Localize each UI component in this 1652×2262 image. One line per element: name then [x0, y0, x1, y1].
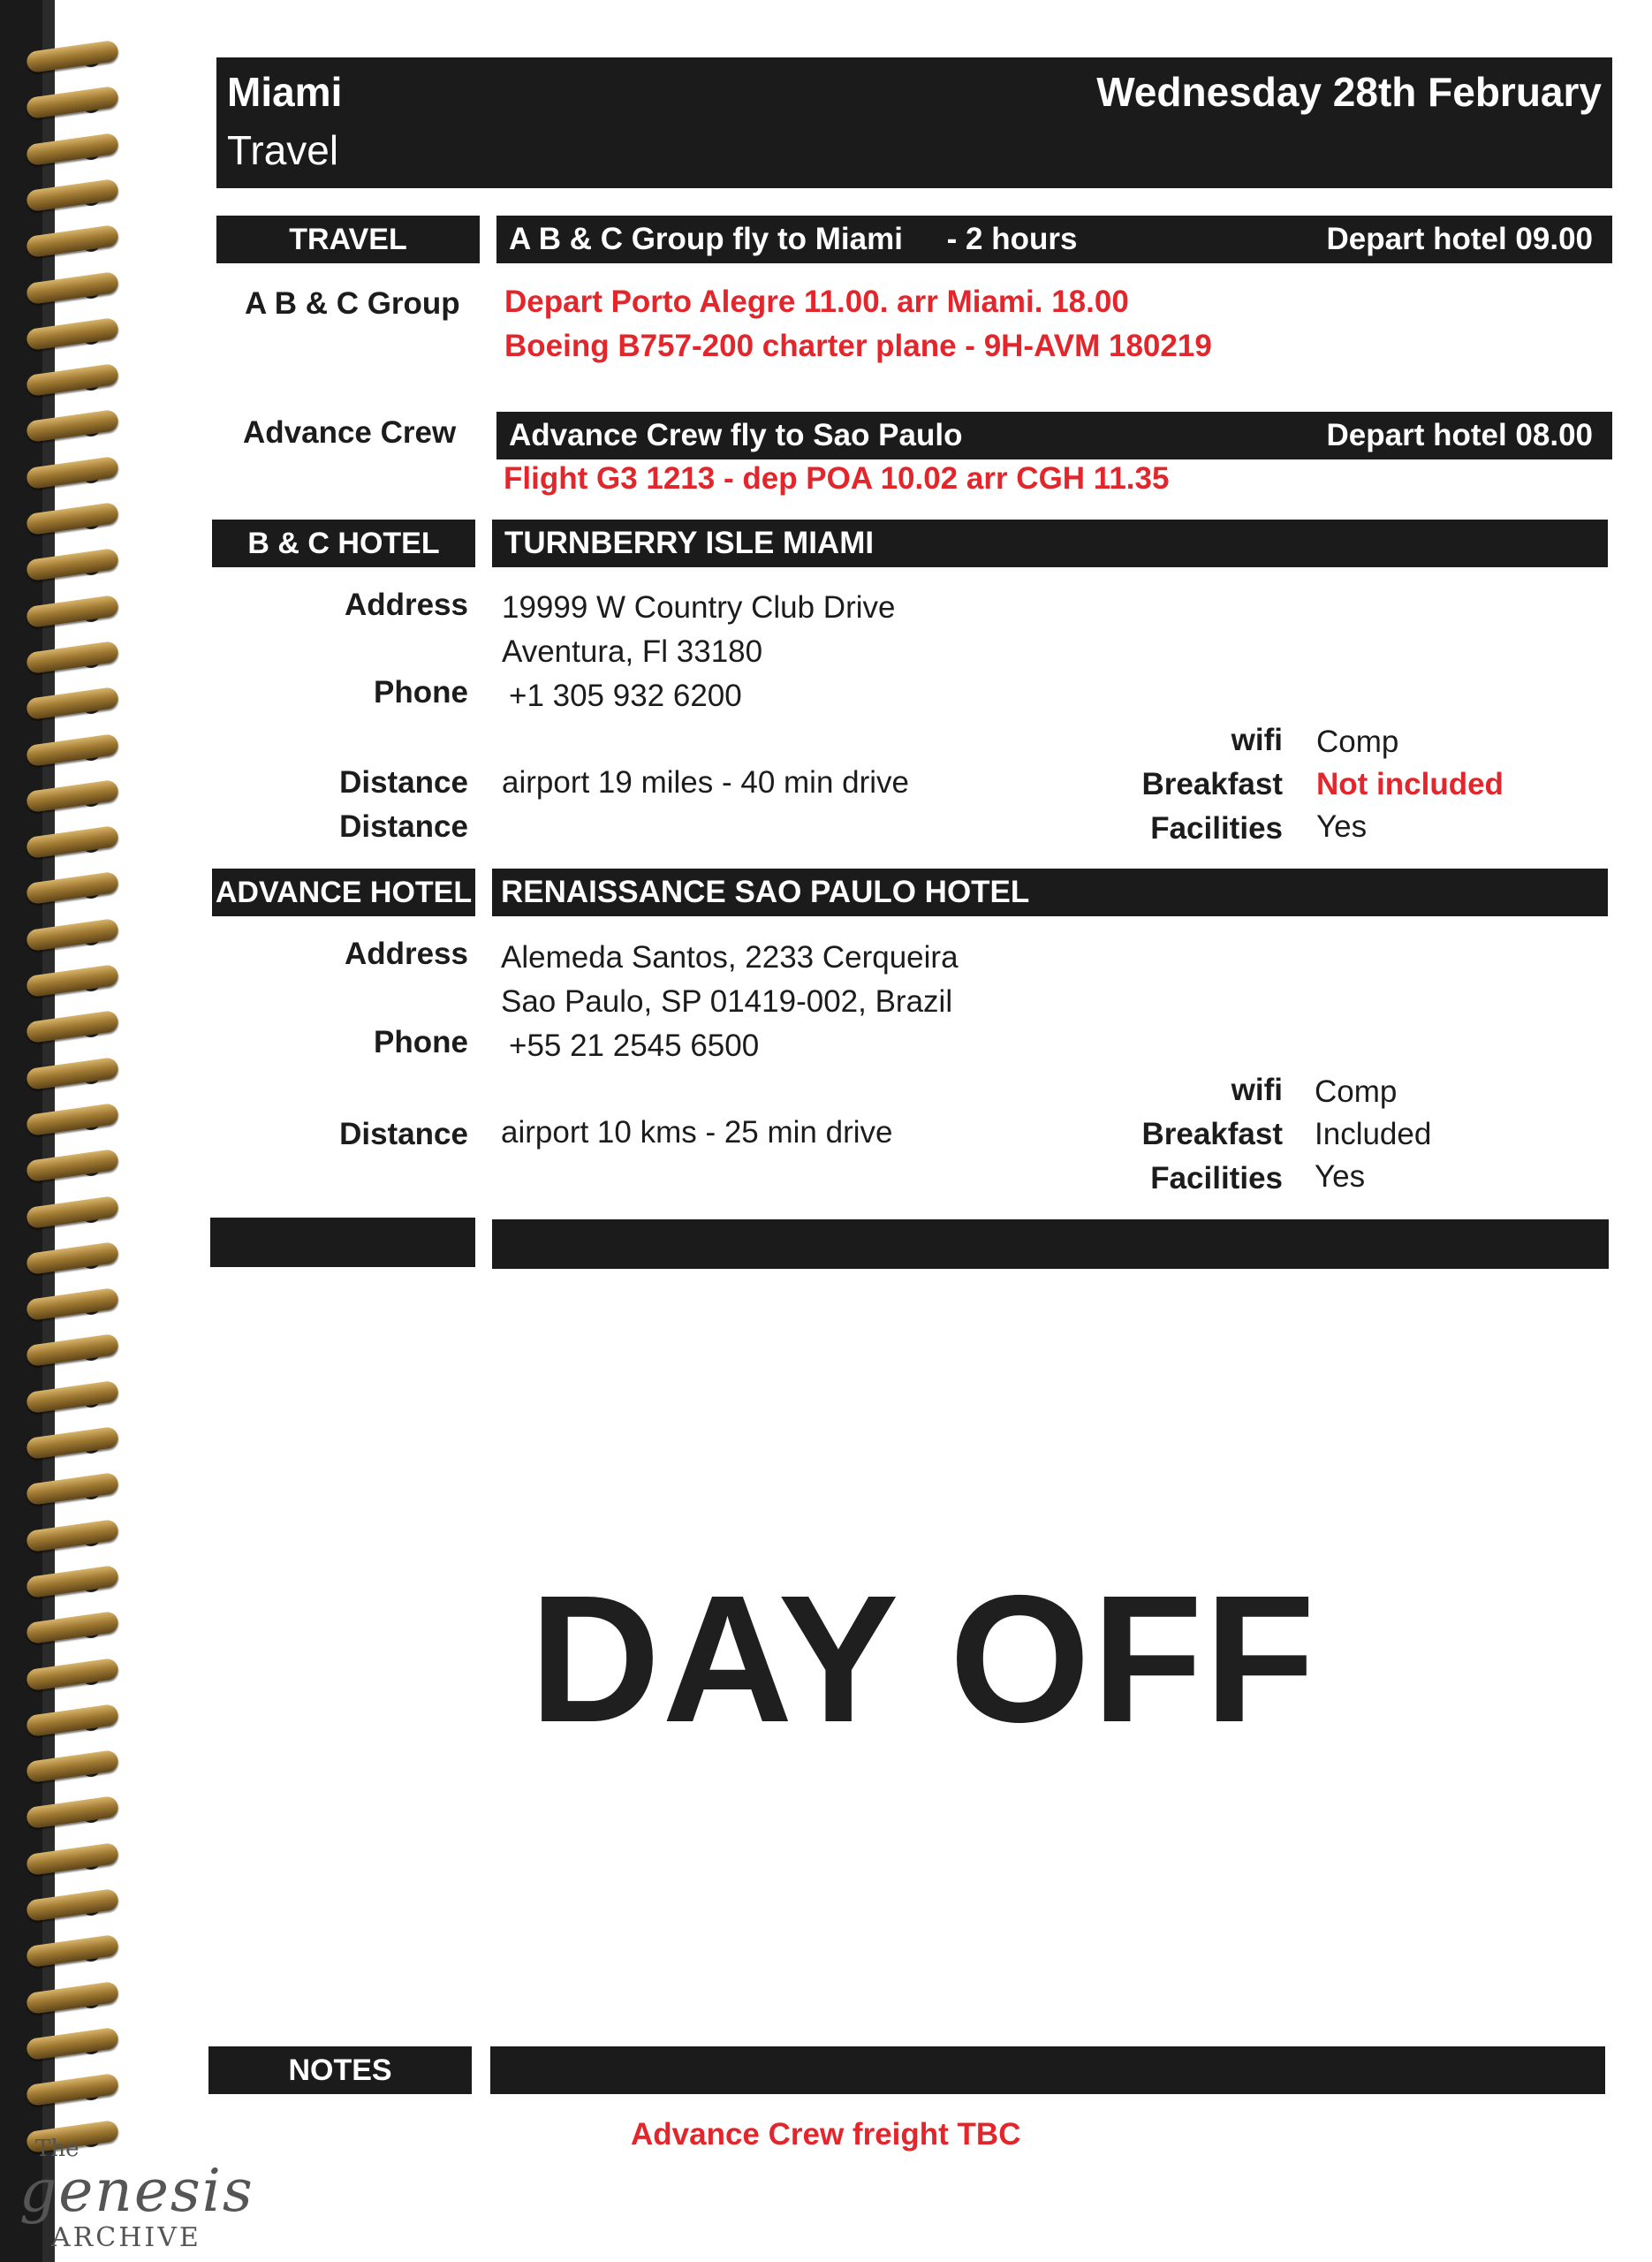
binding-ring [26, 456, 119, 490]
header-date: Wednesday 28th February [1096, 69, 1602, 115]
adv-distance-label: Distance [339, 1117, 468, 1151]
binding-ring [26, 1333, 119, 1367]
binding-ring [26, 594, 119, 627]
binding-ring [26, 1426, 119, 1460]
group-line2: Boeing B757-200 charter plane - 9H-AVM 180219 [504, 329, 1212, 363]
binding-ring [26, 1056, 119, 1089]
adv-phone: +55 21 2545 6500 [509, 1029, 760, 1063]
adv-address-line2: Sao Paulo, SP 01419-002, Brazil [501, 984, 953, 1019]
group-line1: Depart Porto Alegre 11.00. arr Miami. 18.00 [504, 285, 1129, 319]
notes-text: Advance Crew freight TBC [631, 2117, 1021, 2152]
logo-name: genesis [19, 2157, 254, 2225]
binding-ring [26, 1195, 119, 1228]
binding-ring [26, 871, 119, 905]
crew-bar [496, 412, 1612, 459]
binding-ring [26, 1888, 119, 1922]
binding-ring [26, 1241, 119, 1275]
binding-ring [26, 224, 119, 258]
binding-ring [26, 502, 119, 535]
binding-ring [26, 409, 119, 443]
travel-bar-depart: Depart hotel 09.00 [1326, 222, 1593, 256]
binding-ring [26, 1750, 119, 1783]
binding-ring [26, 1795, 119, 1829]
binding-ring [26, 641, 119, 674]
binding-ring [26, 918, 119, 952]
travel-bar-title: A B & C Group fly to Miami [509, 222, 903, 256]
crew-flight: Flight G3 1213 - dep POA 10.02 arr CGH 11.35 [504, 461, 1170, 496]
adv-facilities: Yes [1315, 1159, 1366, 1194]
binding-ring [26, 2027, 119, 2061]
binding-ring [26, 317, 119, 351]
binding-ring [26, 363, 119, 397]
adv-breakfast-label: Breakfast [1141, 1117, 1283, 1151]
binding-ring [26, 1934, 119, 1968]
binding-ring [26, 1565, 119, 1598]
adv-wifi-label: wifi [1231, 1073, 1283, 1107]
bc-hotel-bar [492, 520, 1608, 567]
bc-address-line2: Aventura, Fl 33180 [502, 634, 763, 669]
binding-ring [26, 732, 119, 766]
crew-label: Advance Crew [243, 415, 457, 450]
bc-wifi-label: wifi [1231, 723, 1283, 757]
binding-ring [26, 270, 119, 304]
adv-breakfast: Included [1315, 1117, 1432, 1151]
bc-hotel-label-text: B & C HOTEL [247, 526, 440, 560]
binding-ring [26, 132, 119, 165]
adv-facilities-label: Facilities [1150, 1161, 1283, 1196]
advance-hotel-label-text: ADVANCE HOTEL [215, 875, 473, 909]
binding-ring [26, 40, 119, 73]
binding-ring [26, 86, 119, 119]
binding-ring [26, 1472, 119, 1506]
crew-bar-title: Advance Crew fly to Sao Paulo [509, 418, 963, 452]
page-header [216, 57, 1612, 188]
notes-section-label [208, 2046, 472, 2094]
adv-distance: airport 10 kms - 25 min drive [501, 1115, 893, 1150]
binding-ring [26, 1611, 119, 1644]
binding-ring [26, 687, 119, 720]
bc-distance: airport 19 miles - 40 min drive [502, 765, 909, 800]
crew-bar-depart: Depart hotel 08.00 [1326, 418, 1593, 452]
binding-ring [26, 548, 119, 581]
empty-label-bar [210, 1218, 475, 1267]
bc-distance-label: Distance [339, 765, 468, 800]
adv-address-line1: Alemeda Santos, 2233 Cerqueira [501, 940, 959, 975]
travel-bar [496, 216, 1612, 263]
logo-archive: ARCHIVE [51, 2222, 201, 2253]
travel-label-text: TRAVEL [289, 222, 407, 256]
binding-ring [26, 1657, 119, 1690]
spiral-binding [0, 0, 133, 2262]
bc-address-line1: 19999 W Country Club Drive [502, 590, 896, 625]
advance-hotel-section-label [212, 869, 475, 916]
binding-ring [26, 1149, 119, 1182]
bc-hotel-section-label [212, 520, 475, 567]
bc-phone-label: Phone [374, 675, 468, 710]
binding-ring [26, 1103, 119, 1136]
group-label: A B & C Group [245, 286, 460, 321]
binding-ring [26, 779, 119, 813]
binding-ring [26, 1287, 119, 1321]
travel-bar-duration: - 2 hours [946, 222, 1078, 256]
binding-ring [26, 1380, 119, 1414]
adv-address-label: Address [344, 937, 468, 971]
binding-ring [26, 964, 119, 998]
bc-wifi: Comp [1316, 725, 1399, 759]
binding-ring [26, 1704, 119, 1737]
notes-label-text: NOTES [288, 2053, 392, 2087]
travel-bar-left [509, 222, 1077, 257]
binding-ring [26, 2073, 119, 2106]
header-city: Miami [227, 69, 343, 115]
bc-phone: +1 305 932 6200 [509, 679, 742, 713]
adv-phone-label: Phone [374, 1025, 468, 1059]
bc-address-label: Address [344, 588, 468, 622]
genesis-archive-logo [19, 2134, 254, 2253]
bc-facilities: Yes [1316, 809, 1368, 844]
advance-hotel-bar [492, 869, 1608, 916]
bc-breakfast-label: Breakfast [1141, 767, 1283, 801]
binding-ring [26, 178, 119, 212]
travel-section-label [216, 216, 480, 263]
day-off-heading: DAY OFF [529, 1558, 1317, 1760]
logo-the: The [35, 2136, 80, 2162]
binding-ring [26, 1842, 119, 1876]
binding-ring [26, 825, 119, 859]
adv-wifi: Comp [1315, 1074, 1398, 1109]
bc-facilities-label: Facilities [1150, 811, 1283, 846]
bc-hotel-name: TURNBERRY ISLE MIAMI [504, 526, 875, 560]
binding-ring [26, 1010, 119, 1044]
binding-ring [26, 1518, 119, 1552]
binding-ring [26, 1980, 119, 2014]
bc-breakfast: Not included [1316, 767, 1504, 801]
bc-distance2-label: Distance [339, 809, 468, 844]
advance-hotel-name: RENAISSANCE SAO PAULO HOTEL [501, 875, 1030, 909]
notes-bar [490, 2046, 1605, 2094]
header-subtitle: Travel [227, 127, 339, 173]
empty-content-bar [492, 1219, 1609, 1269]
